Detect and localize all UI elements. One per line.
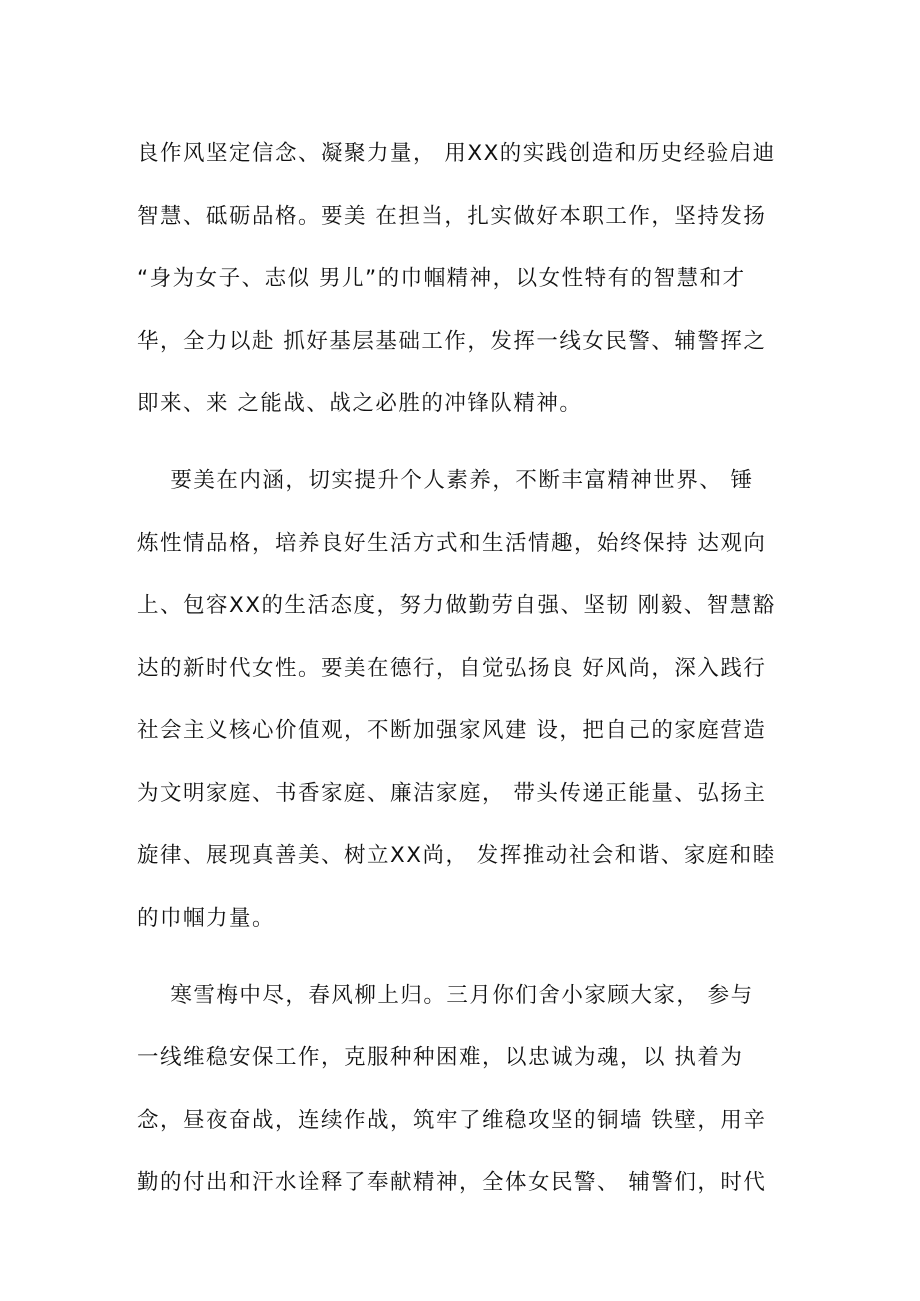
text-line: 的巾帼力量。 — [137, 905, 276, 931]
text-line: 智慧、砥砺品格。要美 在担当，扎实做好本职工作，坚持发扬 — [137, 203, 767, 229]
text-line: 社会主义核心价值观，不断加强家风建 设，把自己的家庭营造 — [137, 718, 767, 743]
text-line: 即来、来 之能战、战之必胜的冲锋队精神。 — [137, 391, 583, 416]
text-line: 达的新时代女性。要美在德行，自觉弘扬良 好风尚，深入践行 — [137, 655, 767, 681]
text-line: 寒雪梅中尽，春风柳上归。三月你们舍小家顾大家， 参与 — [137, 982, 754, 1008]
text-line: 良作风坚定信念、凝聚力量， 用XX的实践创造和历史经验启迪 — [137, 141, 776, 166]
text-line: 旋律、展现真善美、树立XX尚， 发挥推动社会和谐、家庭和睦 — [137, 843, 776, 868]
text-line: 一线维稳安保工作，克服种种困难，以忠诚为魂，以 执着为 — [137, 1045, 744, 1070]
body-text — [137, 131, 797, 1223]
text-line: 炼性情品格，培养良好生活方式和生活情趣，始终保持 达观向 — [137, 530, 767, 556]
text-line: 为文明家庭、书香家庭、廉洁家庭， 带头传递正能量、弘扬主 — [137, 780, 767, 806]
text-line: 念，昼夜奋战，连续作战，筑牢了维稳攻坚的铜墙 铁壁，用辛 — [137, 1107, 767, 1133]
text-line: 勤的付出和汗水诠释了奉献精神，全体女民警、 辅警们，时代 — [137, 1170, 767, 1195]
text-line: 要美在内涵，切实提升个人素养，不断丰富精神世界、 锤 — [137, 468, 754, 493]
text-line: 上、包容XX的生活态度，努力做勤劳自强、坚韧 刚毅、智慧豁 — [137, 593, 776, 618]
text-line: 华，全力以赴 抓好基层基础工作，发挥一线女民警、辅警挥之 — [137, 328, 767, 354]
text-line: “身为女子、志似 男儿”的巾帼精神，以女性特有的智慧和才 — [137, 266, 746, 291]
